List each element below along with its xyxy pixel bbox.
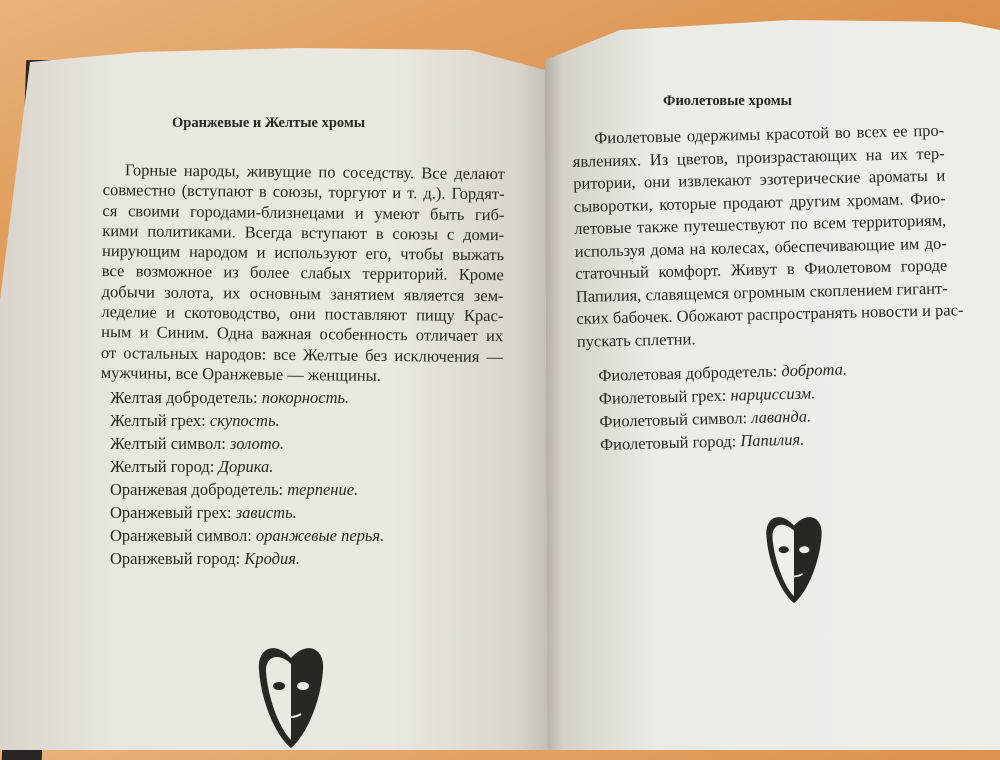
mask-emblem-icon	[763, 510, 825, 605]
right-attributes	[598, 357, 849, 455]
text-line: ских бабочек. Обожают распространять новости и рас-	[576, 300, 964, 328]
attribute-value: скупость.	[209, 411, 280, 430]
right-page-title: Фиолетовые хромы	[663, 93, 792, 109]
text-line: леделие и скотоводство, они поставляют пищу Крас-	[101, 302, 504, 326]
attribute-label: Желтая добродетель:	[110, 388, 262, 407]
attribute-label: Желтый город:	[110, 457, 219, 476]
left-paragraph	[101, 160, 505, 387]
text-line: Папилия, славящемся огромным скоплением гигант-	[575, 278, 948, 306]
attribute-label: Оранжевый символ:	[110, 526, 256, 545]
attribute-line	[110, 432, 384, 455]
attribute-value: доброта.	[781, 359, 848, 381]
attribute-label: Оранжевая добродетель:	[110, 480, 288, 499]
text-line: статочный комфорт. Живут в Фиолетовом городе	[575, 255, 948, 283]
text-line: ным и Синим. Одна важная особенность отличает их	[101, 322, 504, 346]
attribute-line	[110, 524, 384, 547]
attribute-label: Оранжевый грех:	[110, 503, 236, 522]
attribute-line	[110, 409, 384, 432]
text-line: кими политиками. Всегда вступают в союзы с доми-	[102, 220, 505, 245]
attribute-label: Фиолетовый символ:	[599, 408, 752, 431]
text-line: пускать сплетни.	[576, 328, 696, 351]
text-line: летовые также путешествуют по всем территориям,	[574, 210, 947, 238]
text-line: Горные народы, живущие по соседству. Все делают	[124, 160, 505, 184]
text-line: сыворотки, которые продают другим хромам. Фио-	[573, 188, 946, 216]
attribute-value: терпение.	[287, 480, 359, 499]
attribute-value: зависть.	[235, 503, 297, 522]
right-paragraph	[572, 120, 964, 353]
text-line: от остальных народов: все Желтые без исключения —	[100, 342, 504, 366]
attribute-line	[110, 547, 384, 570]
attribute-value: золото.	[230, 434, 285, 453]
attribute-line	[110, 501, 384, 524]
attribute-line	[110, 478, 384, 501]
left-attributes	[110, 386, 384, 570]
text-line: совместно (вступают в союзы, торгуют и т. д.). Гордят-	[102, 180, 505, 204]
text-line: используя дома на колесах, обеспечивающие им до-	[574, 233, 947, 261]
text-line: все возможное из более слабых территорий. Кроме	[101, 261, 504, 285]
attribute-label: Фиолетовый грех:	[598, 385, 731, 408]
text-line: нирующим народом и используют его, чтобы выжать	[101, 241, 505, 265]
attribute-value: покорность.	[261, 388, 350, 407]
attribute-label: Фиолетовый город:	[599, 431, 741, 454]
attribute-label: Желтый символ:	[110, 434, 231, 453]
attribute-label: Фиолетовая добродетель:	[598, 361, 782, 385]
left-page-title: Оранжевые и Желтые хромы	[172, 115, 366, 131]
attribute-value: Дорика.	[218, 457, 274, 476]
mask-emblem-icon	[255, 640, 327, 750]
attribute-value: оранжевые перья.	[255, 526, 385, 545]
attribute-value: Папилия.	[740, 429, 805, 451]
text-line: явлениях. Из цветов, произрастающих на их тер-	[572, 143, 945, 171]
text-line: ритории, они извлекают эзотерические ароматы и	[573, 165, 946, 193]
attribute-line	[110, 386, 384, 409]
text-line: добычи золота, их основным занятием является зем-	[101, 281, 504, 305]
text-line: Фиолетовые одержимы красотой во всех ее про-	[594, 120, 945, 148]
text-line: ся своими городами-близнецами и умеют быть гиб-	[102, 200, 505, 224]
text-line: мужчины, все Оранжевые — женщины.	[100, 362, 381, 385]
attribute-line	[110, 455, 384, 478]
attribute-label: Желтый грех:	[110, 411, 210, 430]
attribute-value: Кродия.	[244, 549, 301, 568]
attribute-value: лаванда.	[750, 406, 812, 428]
attribute-label: Оранжевый город:	[110, 549, 245, 568]
attribute-value: нарциссизм.	[730, 383, 816, 405]
